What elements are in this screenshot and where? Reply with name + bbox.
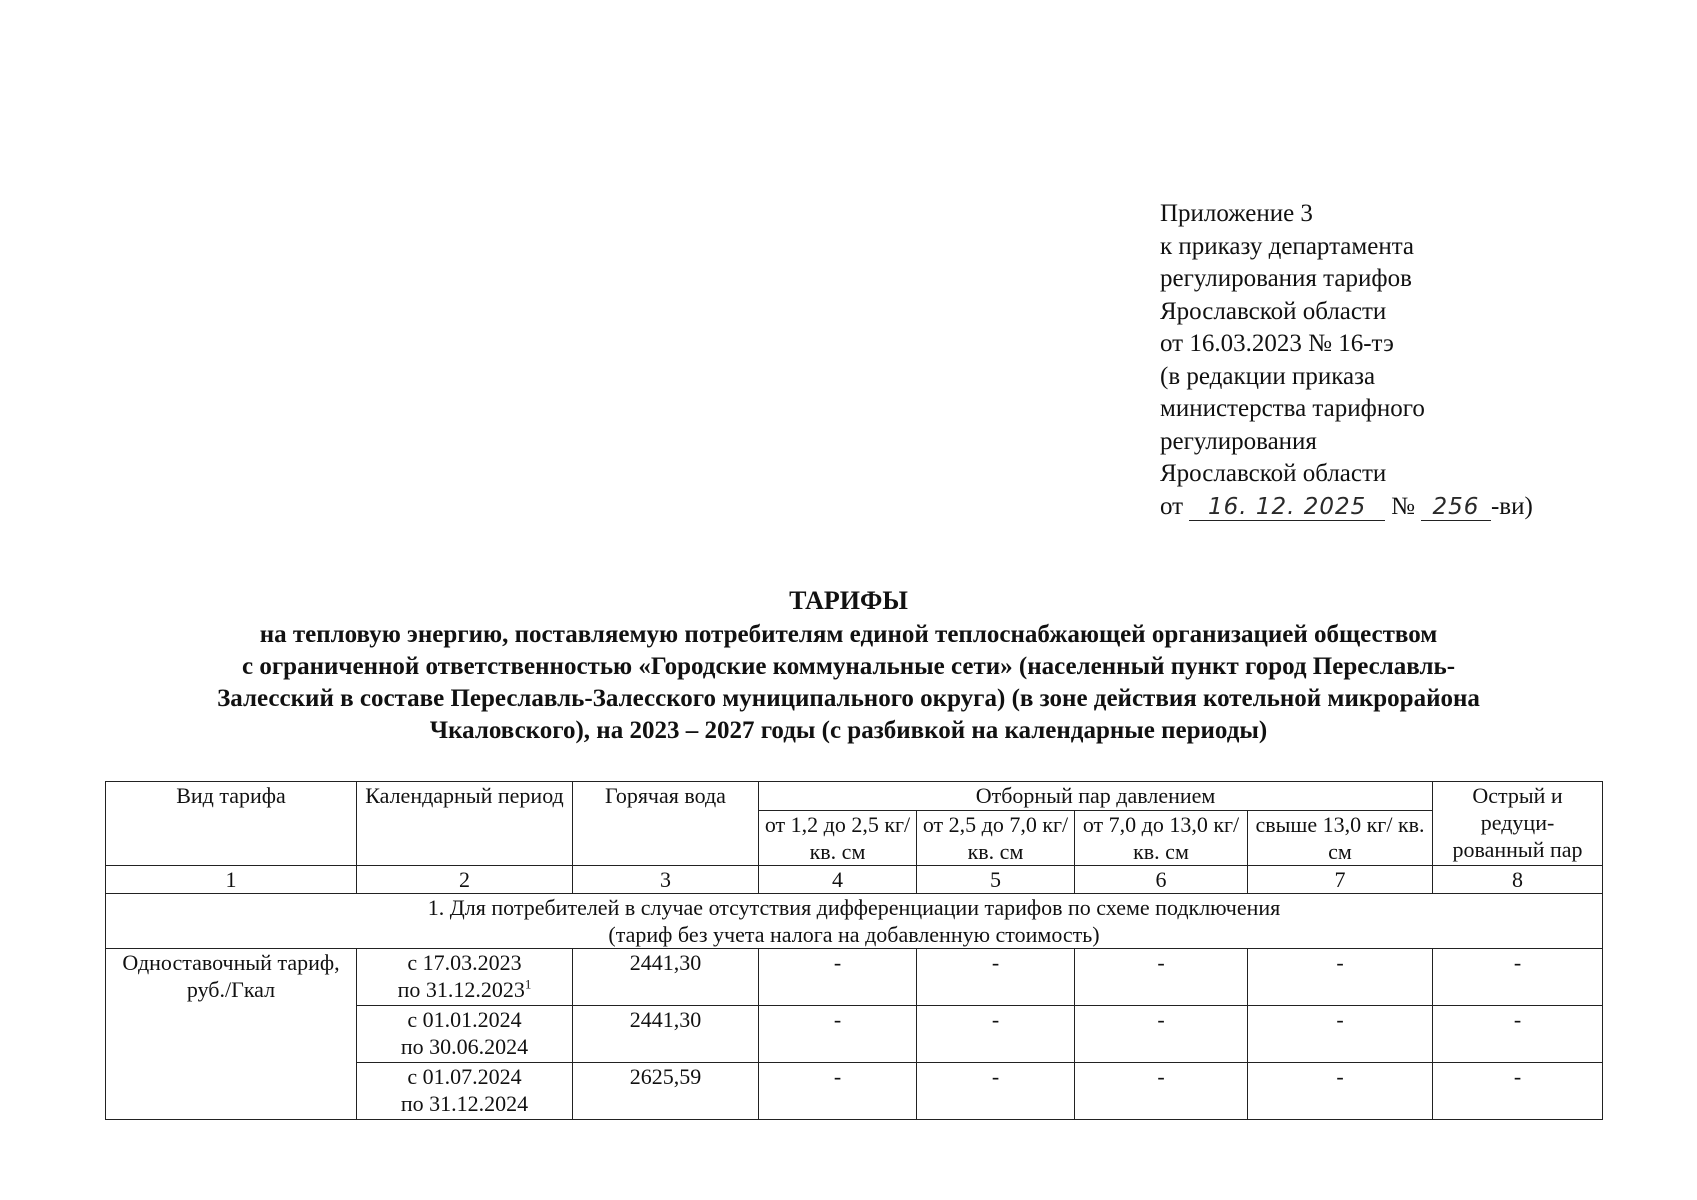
appendix-line: к приказу департамента: [1160, 232, 1415, 260]
pressure-1-value: -: [759, 1006, 917, 1063]
period-from: с 01.07.2024: [407, 1064, 522, 1089]
title-line: Залесский в составе Переславль-Залесского муниципального округа) (в зоне действия котельной микрорайона: [217, 685, 1480, 712]
number-sign: №: [1391, 492, 1415, 520]
appendix-line: Приложение 3: [1160, 200, 1313, 227]
title-line: Чкаловского), на 2023 – 2027 годы (с разбивкой на календарные периоды): [429, 717, 1268, 744]
header-pressure-4: свыше 13,0 кг/ кв. см: [1248, 811, 1433, 866]
period-cell: [357, 949, 573, 1006]
column-number: 3: [573, 866, 759, 894]
appendix-line: регулирования: [1160, 427, 1317, 455]
period-cell: [357, 1063, 573, 1120]
pressure-2-value: -: [917, 949, 1075, 1006]
period-from: с 01.01.2024: [407, 1007, 522, 1032]
appendix-line: (в редакции приказа: [1160, 362, 1376, 390]
header-tariff-type: Вид тарифа: [106, 782, 357, 866]
column-number: 4: [759, 866, 917, 894]
table-header-row: [106, 782, 1603, 811]
pressure-2-value: -: [917, 1063, 1075, 1120]
pressure-3-value: -: [1075, 1063, 1248, 1120]
period-to: по 31.12.2023: [397, 977, 525, 1002]
section-heading: [106, 894, 1603, 949]
section-line: 1. Для потребителей в случае отсутствия дифференциации тарифов по схеме подключения: [427, 895, 1281, 920]
column-number-row: [106, 866, 1603, 894]
period-to-line: [361, 976, 568, 1003]
footnote-marker: 1: [524, 976, 532, 992]
appendix-signature-line: [1160, 491, 1533, 524]
pressure-4-value: -: [1248, 1006, 1433, 1063]
title-line: с ограниченной ответственностью «Городские коммунальные сети» (населенный пункт город Переславль-: [241, 653, 1456, 680]
pressure-4-value: -: [1248, 949, 1433, 1006]
title-line: на тепловую энергию, поставляемую потребителям единой теплоснабжающей организацией обществом: [259, 621, 1438, 648]
column-number: 8: [1433, 866, 1603, 894]
period-from: с 17.03.2023: [407, 950, 522, 975]
handwritten-date: 16. 12. 2025: [1189, 494, 1385, 521]
pressure-4-value: -: [1248, 1063, 1433, 1120]
appendix-line: Ярославской области: [1160, 297, 1387, 325]
sharp-steam-value: -: [1433, 949, 1603, 1006]
header-pressure-3: от 7,0 до 13,0 кг/ кв. см: [1075, 811, 1248, 866]
appendix-line: от 16.03.2023 № 16-тэ: [1160, 330, 1394, 357]
header-sharp-steam: Острый и редуци-рованный пар: [1433, 782, 1603, 866]
column-number: 2: [357, 866, 573, 894]
pressure-3-value: -: [1075, 949, 1248, 1006]
period-to: по 31.12.2024: [400, 1091, 529, 1116]
tariff-name-cell: Одноставочный тариф, руб./Гкал: [106, 949, 357, 1120]
column-number: 5: [917, 866, 1075, 894]
hot-water-value: 2441,30: [573, 949, 759, 1006]
section-line: (тариф без учета налога на добавленную стоимость): [608, 922, 1100, 947]
pressure-2-value: -: [917, 1006, 1075, 1063]
header-pressure-2: от 2,5 до 7,0 кг/ кв. см: [917, 811, 1075, 866]
pressure-1-value: -: [759, 949, 917, 1006]
header-pressure-1: от 1,2 до 2,5 кг/ кв. см: [759, 811, 917, 866]
table-row: [106, 949, 1603, 1006]
sharp-steam-value: -: [1433, 1063, 1603, 1120]
pressure-1-value: -: [759, 1063, 917, 1120]
hot-water-value: 2625,59: [573, 1063, 759, 1120]
appendix-prefix: от: [1160, 492, 1184, 520]
appendix-line: регулирования тарифов: [1160, 265, 1412, 292]
sharp-steam-value: -: [1433, 1006, 1603, 1063]
appendix-block: [1160, 198, 1533, 523]
section-row: [106, 894, 1603, 949]
header-period: Календарный период: [357, 782, 573, 866]
document-title-block: [90, 585, 1607, 747]
column-number: 6: [1075, 866, 1248, 894]
appendix-line: министерства тарифного: [1160, 395, 1425, 422]
appendix-line: Ярославской области: [1160, 460, 1387, 487]
tariff-table: [105, 781, 1603, 1120]
column-number: 1: [106, 866, 357, 894]
appendix-suffix: -ви): [1490, 492, 1533, 520]
header-steam-group: Отборный пар давлением: [759, 782, 1433, 811]
column-number: 7: [1248, 866, 1433, 894]
document-title: ТАРИФЫ: [789, 586, 908, 615]
header-hot-water: Горячая вода: [573, 782, 759, 866]
period-cell: [357, 1006, 573, 1063]
period-to: по 30.06.2024: [400, 1034, 529, 1059]
handwritten-number: 256: [1421, 494, 1491, 521]
hot-water-value: 2441,30: [573, 1006, 759, 1063]
pressure-3-value: -: [1075, 1006, 1248, 1063]
